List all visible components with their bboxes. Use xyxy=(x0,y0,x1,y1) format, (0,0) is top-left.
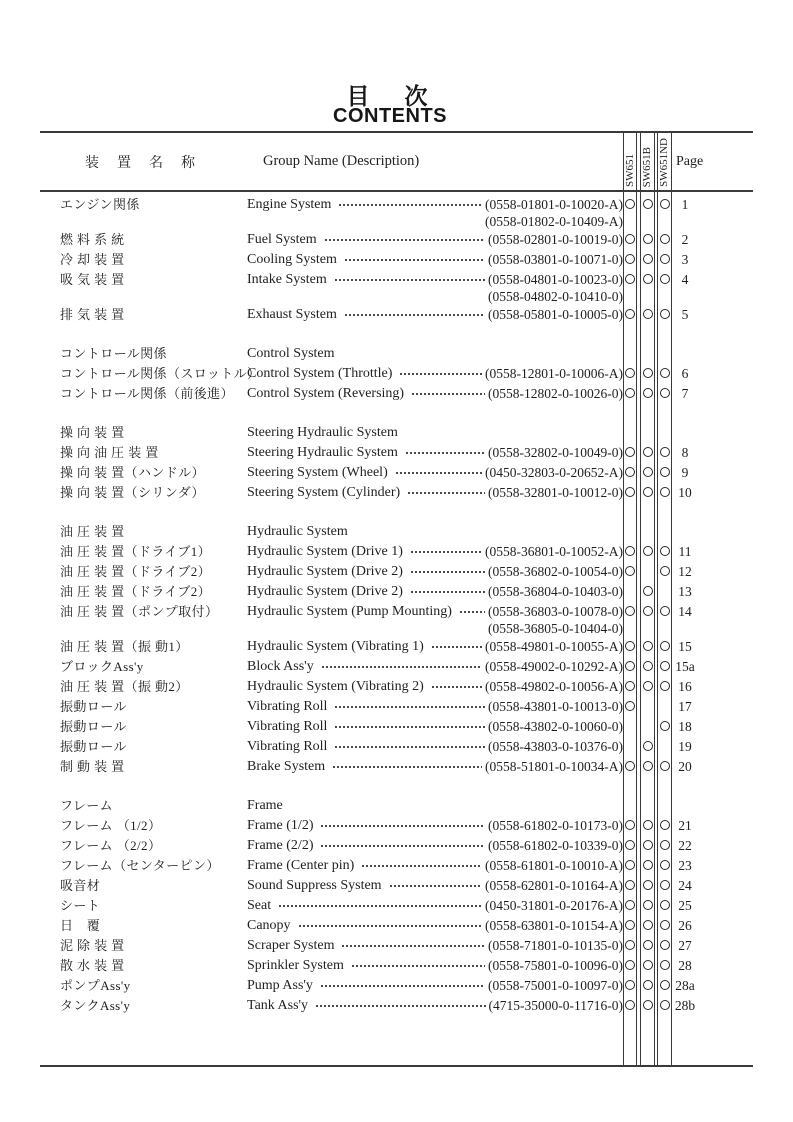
dot-leader xyxy=(398,364,482,384)
group-name-english: Hydraulic System (Drive 1) xyxy=(247,544,403,559)
group-name-english: Vibrating Roll xyxy=(247,719,328,734)
group-name-japanese: コントロール関係（スロットル） xyxy=(60,366,261,381)
group-name-block xyxy=(247,996,623,1016)
group-name-block xyxy=(247,976,623,996)
group-name-english: Seat xyxy=(247,898,272,913)
page-number: 4 xyxy=(681,272,689,287)
dot-leader xyxy=(333,270,485,290)
group-name-block xyxy=(247,250,623,270)
group-name-english: Vibrating Roll xyxy=(247,739,328,754)
group-name-english: Frame xyxy=(247,798,283,813)
dot-leader xyxy=(410,384,485,404)
group-name-english: Control System (Throttle) xyxy=(247,366,393,381)
entry-line xyxy=(247,384,623,404)
part-number: (0558-36802-0-10054-0) xyxy=(488,564,623,579)
part-number: (0558-03801-0-10071-0) xyxy=(488,252,623,267)
group-name-block xyxy=(247,876,623,896)
entry-line xyxy=(247,657,623,677)
page-number: 26 xyxy=(678,918,692,933)
entry-line xyxy=(247,483,623,503)
entry-line xyxy=(247,270,623,290)
part-number: (0558-61802-0-10339-0) xyxy=(488,838,623,853)
group-name-japanese: 振動ロール xyxy=(60,739,127,754)
part-number: (4715-35000-0-11716-0) xyxy=(488,998,623,1013)
dot-leader xyxy=(331,757,482,777)
group-name-japanese: 散 水 装 置 xyxy=(60,958,125,973)
group-name-english: Steering System (Wheel) xyxy=(247,465,388,480)
part-number-secondary: (0558-36805-0-10404-0) xyxy=(488,621,623,636)
part-number: (0450-32803-0-20652-A) xyxy=(485,465,623,480)
group-name-english: Hydraulic System (Vibrating 1) xyxy=(247,639,424,654)
group-name-japanese: 燃 料 系 統 xyxy=(60,232,125,247)
group-name-english: Scraper System xyxy=(247,938,335,953)
dot-leader xyxy=(337,195,482,215)
entry-line xyxy=(247,423,623,443)
dot-leader xyxy=(409,582,485,602)
group-name-japanese: 吸 気 装 置 xyxy=(60,272,125,287)
group-name-japanese: 油 圧 装 置（ドライブ2） xyxy=(60,564,212,579)
page-number: 17 xyxy=(678,699,692,714)
group-name-english: Hydraulic System (Drive 2) xyxy=(247,584,403,599)
group-name-english: Frame (Center pin) xyxy=(247,858,355,873)
column-header-model-sw651b: SW651B xyxy=(641,146,653,187)
group-name-block xyxy=(247,463,623,483)
entry-line xyxy=(247,677,623,697)
dot-leader xyxy=(297,916,482,936)
group-name-block xyxy=(247,956,623,976)
group-name-japanese: 泥 除 装 置 xyxy=(60,938,125,953)
entry-line xyxy=(247,796,623,816)
entry-line xyxy=(247,816,623,836)
part-number-secondary: (0558-04802-0-10410-0) xyxy=(488,289,623,304)
entry-line xyxy=(247,463,623,483)
entry-line xyxy=(247,305,623,325)
group-name-english: Vibrating Roll xyxy=(247,699,328,714)
entry-line xyxy=(247,364,623,384)
group-name-japanese: ブロックAss'y xyxy=(60,659,144,674)
page-number: 18 xyxy=(678,719,692,734)
part-number: (0558-63801-0-10154-A) xyxy=(485,918,623,933)
group-name-block xyxy=(247,816,623,836)
group-name-japanese: フレーム （1/2） xyxy=(60,818,162,833)
dot-leader xyxy=(430,677,482,697)
group-name-block xyxy=(247,677,623,697)
group-name-japanese: コントロール関係（前後進） xyxy=(60,386,234,401)
entry-line xyxy=(247,717,623,737)
part-number: (0558-51801-0-10034-A) xyxy=(485,759,623,774)
entry-line xyxy=(247,956,623,976)
part-number: (0558-61802-0-10173-0) xyxy=(488,818,623,833)
entry-line xyxy=(247,602,623,622)
group-name-english: Engine System xyxy=(247,197,332,212)
group-name-block xyxy=(247,562,623,582)
part-number: (0558-49801-0-10055-A) xyxy=(485,639,623,654)
group-name-english: Steering Hydraulic System xyxy=(247,425,398,440)
page-title-english: CONTENTS xyxy=(333,105,447,127)
group-name-block xyxy=(247,195,623,230)
dot-leader xyxy=(333,717,485,737)
dot-leader xyxy=(409,562,485,582)
page-number: 23 xyxy=(678,858,692,873)
dot-leader xyxy=(406,483,485,503)
column-header-group-name-en: Group Name (Description) xyxy=(263,153,420,169)
entry-line xyxy=(247,230,623,250)
dot-leader xyxy=(340,936,485,956)
group-name-japanese: 日 覆 xyxy=(60,918,101,933)
group-name-japanese: 油 圧 装 置（ドライブ2） xyxy=(60,584,212,599)
group-name-block xyxy=(247,657,623,677)
part-number: (0558-04801-0-10023-0) xyxy=(488,272,623,287)
dot-leader xyxy=(333,737,485,757)
part-number-secondary: (0558-01802-0-10409-A) xyxy=(485,214,623,229)
column-header-page: Page xyxy=(676,153,704,169)
part-number: (0558-36803-0-10078-0) xyxy=(488,604,623,619)
group-name-block xyxy=(247,230,623,250)
page-title-japanese: 目 次 xyxy=(346,84,434,110)
part-number: (0558-12802-0-10026-0) xyxy=(488,386,623,401)
group-name-english: Fuel System xyxy=(247,232,317,247)
part-number: (0450-31801-0-20176-A) xyxy=(485,898,623,913)
page-number: 2 xyxy=(681,232,689,247)
group-name-japanese: 操 向 装 置 xyxy=(60,425,125,440)
page-number: 21 xyxy=(678,818,692,833)
page-number: 15 xyxy=(678,639,692,654)
column-header-group-name-jp: 装 置 名 称 xyxy=(85,155,197,171)
part-number: (0558-36801-0-10052-A) xyxy=(485,544,623,559)
entry-line xyxy=(247,916,623,936)
group-name-block xyxy=(247,637,623,657)
part-number: (0558-02801-0-10019-0) xyxy=(488,232,623,247)
group-name-japanese: 操 向 油 圧 装 置 xyxy=(60,445,159,460)
part-number: (0558-12801-0-10006-A) xyxy=(485,366,623,381)
group-name-japanese: 操 向 装 置（シリンダ） xyxy=(60,485,205,500)
dot-leader xyxy=(409,542,482,562)
part-number: (0558-61801-0-10010-A) xyxy=(485,858,623,873)
group-name-english: Frame (1/2) xyxy=(247,818,314,833)
group-name-japanese: 吸音材 xyxy=(60,878,101,893)
group-name-block xyxy=(247,582,623,602)
group-name-english: Hydraulic System (Vibrating 2) xyxy=(247,679,424,694)
dot-leader xyxy=(277,896,482,916)
group-name-japanese: ポンプAss'y xyxy=(60,978,131,993)
group-name-english: Hydraulic System xyxy=(247,524,348,539)
part-number: (0558-71801-0-10135-0) xyxy=(488,938,623,953)
group-name-block xyxy=(247,542,623,562)
group-name-block xyxy=(247,896,623,916)
page-number: 9 xyxy=(681,465,689,480)
group-name-japanese: フレーム（センターピン） xyxy=(60,858,220,873)
group-name-block xyxy=(247,757,623,777)
group-name-english: Hydraulic System (Pump Mounting) xyxy=(247,604,452,619)
dot-leader xyxy=(404,443,485,463)
group-name-english: Pump Ass'y xyxy=(247,978,313,993)
dot-leader xyxy=(319,816,485,836)
entry-line xyxy=(247,876,623,896)
page-number: 28b xyxy=(674,998,696,1013)
group-name-block xyxy=(247,602,623,637)
group-name-block xyxy=(247,697,623,717)
dot-leader xyxy=(343,250,485,270)
group-name-japanese: 油 圧 装 置（振 動2） xyxy=(60,679,189,694)
group-name-japanese: 制 動 装 置 xyxy=(60,759,125,774)
page-number: 16 xyxy=(678,679,692,694)
page-number: 28a xyxy=(675,978,695,993)
column-header-model-sw651nd: SW651ND xyxy=(658,138,670,187)
dot-leader xyxy=(458,602,485,622)
entry-line xyxy=(247,697,623,717)
group-name-block xyxy=(247,717,623,737)
part-number: (0558-36804-0-10403-0) xyxy=(488,584,623,599)
group-name-english: Sprinkler System xyxy=(247,958,344,973)
page-number: 24 xyxy=(678,878,692,893)
dot-leader xyxy=(388,876,482,896)
group-name-english: Hydraulic System (Drive 2) xyxy=(247,564,403,579)
page-number: 1 xyxy=(681,197,689,212)
group-name-japanese: 振動ロール xyxy=(60,719,127,734)
entry-line xyxy=(247,582,623,602)
group-name-english: Frame (2/2) xyxy=(247,838,314,853)
table-header xyxy=(40,133,753,192)
part-number: (0558-49802-0-10056-A) xyxy=(485,679,623,694)
part-number: (0558-32801-0-10012-0) xyxy=(488,485,623,500)
part-number: (0558-01801-0-10020-A) xyxy=(485,197,623,212)
entry-line xyxy=(247,562,623,582)
entry-line xyxy=(247,737,623,757)
dot-leader xyxy=(430,637,482,657)
group-name-japanese: 冷 却 装 置 xyxy=(60,252,125,267)
group-name-block xyxy=(247,270,623,305)
part-number: (0558-62801-0-10164-A) xyxy=(485,878,623,893)
group-name-block xyxy=(247,344,623,364)
dot-leader xyxy=(319,976,485,996)
group-name-japanese: 操 向 装 置（ハンドル） xyxy=(60,465,205,480)
group-name-english: Exhaust System xyxy=(247,307,337,322)
group-name-block xyxy=(247,836,623,856)
group-name-japanese: 油 圧 装 置（ポンプ取付） xyxy=(60,604,219,619)
group-name-english: Steering Hydraulic System xyxy=(247,445,398,460)
entry-line xyxy=(247,996,623,1016)
dot-leader xyxy=(333,697,485,717)
entry-line xyxy=(247,250,623,270)
group-name-block xyxy=(247,483,623,503)
group-name-english: Cooling System xyxy=(247,252,337,267)
group-name-japanese: フレーム （2/2） xyxy=(60,838,162,853)
group-name-block xyxy=(247,856,623,876)
group-name-japanese: シート xyxy=(60,898,101,913)
dot-leader xyxy=(323,230,485,250)
page-number: 25 xyxy=(678,898,692,913)
group-name-block xyxy=(247,384,623,404)
group-name-block xyxy=(247,796,623,816)
model-column-rule-1 xyxy=(623,133,637,1065)
model-column-rule-3 xyxy=(657,133,672,1065)
entry-line xyxy=(247,522,623,542)
group-name-english: Control System xyxy=(247,346,335,361)
group-name-block xyxy=(247,936,623,956)
group-name-japanese: コントロール関係 xyxy=(60,346,167,361)
group-name-japanese: 排 気 装 置 xyxy=(60,307,125,322)
group-name-english: Steering System (Cylinder) xyxy=(247,485,401,500)
group-name-japanese: 油 圧 装 置（振 動1） xyxy=(60,639,189,654)
group-name-block xyxy=(247,423,623,443)
entry-line xyxy=(247,542,623,562)
group-name-english: Block Ass'y xyxy=(247,659,314,674)
part-number: (0558-75801-0-10096-0) xyxy=(488,958,623,973)
group-name-japanese: 油 圧 装 置 xyxy=(60,524,125,539)
entry-line xyxy=(247,637,623,657)
group-name-block xyxy=(247,305,623,325)
page-number: 7 xyxy=(681,386,689,401)
page-number: 19 xyxy=(678,739,692,754)
part-number: (0558-05801-0-10005-0) xyxy=(488,307,623,322)
page-number: 27 xyxy=(678,938,692,953)
page-number: 15a xyxy=(675,659,695,674)
entry-line xyxy=(247,757,623,777)
entry-line xyxy=(247,936,623,956)
page-number: 3 xyxy=(681,252,689,267)
entry-line xyxy=(247,195,623,215)
dot-leader xyxy=(394,463,482,483)
part-number: (0558-43803-0-10376-0) xyxy=(488,739,623,754)
page-number: 20 xyxy=(678,759,692,774)
group-name-english: Intake System xyxy=(247,272,327,287)
column-header-model-sw651: SW651 xyxy=(624,154,636,187)
page-number: 10 xyxy=(678,485,692,500)
part-number: (0558-32802-0-10049-0) xyxy=(488,445,623,460)
part-number: (0558-43802-0-10060-0) xyxy=(488,719,623,734)
dot-leader xyxy=(360,856,482,876)
group-name-block xyxy=(247,522,623,542)
group-name-english: Tank Ass'y xyxy=(247,998,309,1013)
page-number: 12 xyxy=(678,564,692,579)
group-name-japanese: フレーム xyxy=(60,798,114,813)
page-number: 14 xyxy=(678,604,692,619)
part-number: (0558-49002-0-10292-A) xyxy=(485,659,623,674)
group-name-english: Brake System xyxy=(247,759,326,774)
page-number: 13 xyxy=(678,584,692,599)
group-name-block xyxy=(247,443,623,463)
page-number: 8 xyxy=(681,445,689,460)
dot-leader xyxy=(314,996,485,1016)
page-number: 11 xyxy=(678,544,692,559)
entry-line xyxy=(247,836,623,856)
page-number: 22 xyxy=(678,838,692,853)
model-column-rule-2 xyxy=(640,133,655,1065)
page-number: 6 xyxy=(681,366,689,381)
page-number: 5 xyxy=(681,307,689,322)
dot-leader xyxy=(319,836,485,856)
entry-line xyxy=(247,976,623,996)
group-name-english: Canopy xyxy=(247,918,291,933)
part-number: (0558-43801-0-10013-0) xyxy=(488,699,623,714)
group-name-block xyxy=(247,737,623,757)
group-name-japanese: エンジン関係 xyxy=(60,197,140,212)
group-name-japanese: 油 圧 装 置（ドライブ1） xyxy=(60,544,212,559)
group-name-block xyxy=(247,916,623,936)
dot-leader xyxy=(343,305,485,325)
entry-line xyxy=(247,443,623,463)
entry-line xyxy=(247,856,623,876)
entry-line xyxy=(247,344,623,364)
page-number: 28 xyxy=(678,958,692,973)
group-name-japanese: タンクAss'y xyxy=(60,998,131,1013)
group-name-english: Sound Suppress System xyxy=(247,878,382,893)
contents-table xyxy=(40,131,753,1067)
entry-line xyxy=(247,896,623,916)
dot-leader xyxy=(350,956,485,976)
group-name-block xyxy=(247,364,623,384)
dot-leader xyxy=(320,657,482,677)
part-number: (0558-75001-0-10097-0) xyxy=(488,978,623,993)
group-name-japanese: 振動ロール xyxy=(60,699,127,714)
group-name-english: Control System (Reversing) xyxy=(247,386,405,401)
